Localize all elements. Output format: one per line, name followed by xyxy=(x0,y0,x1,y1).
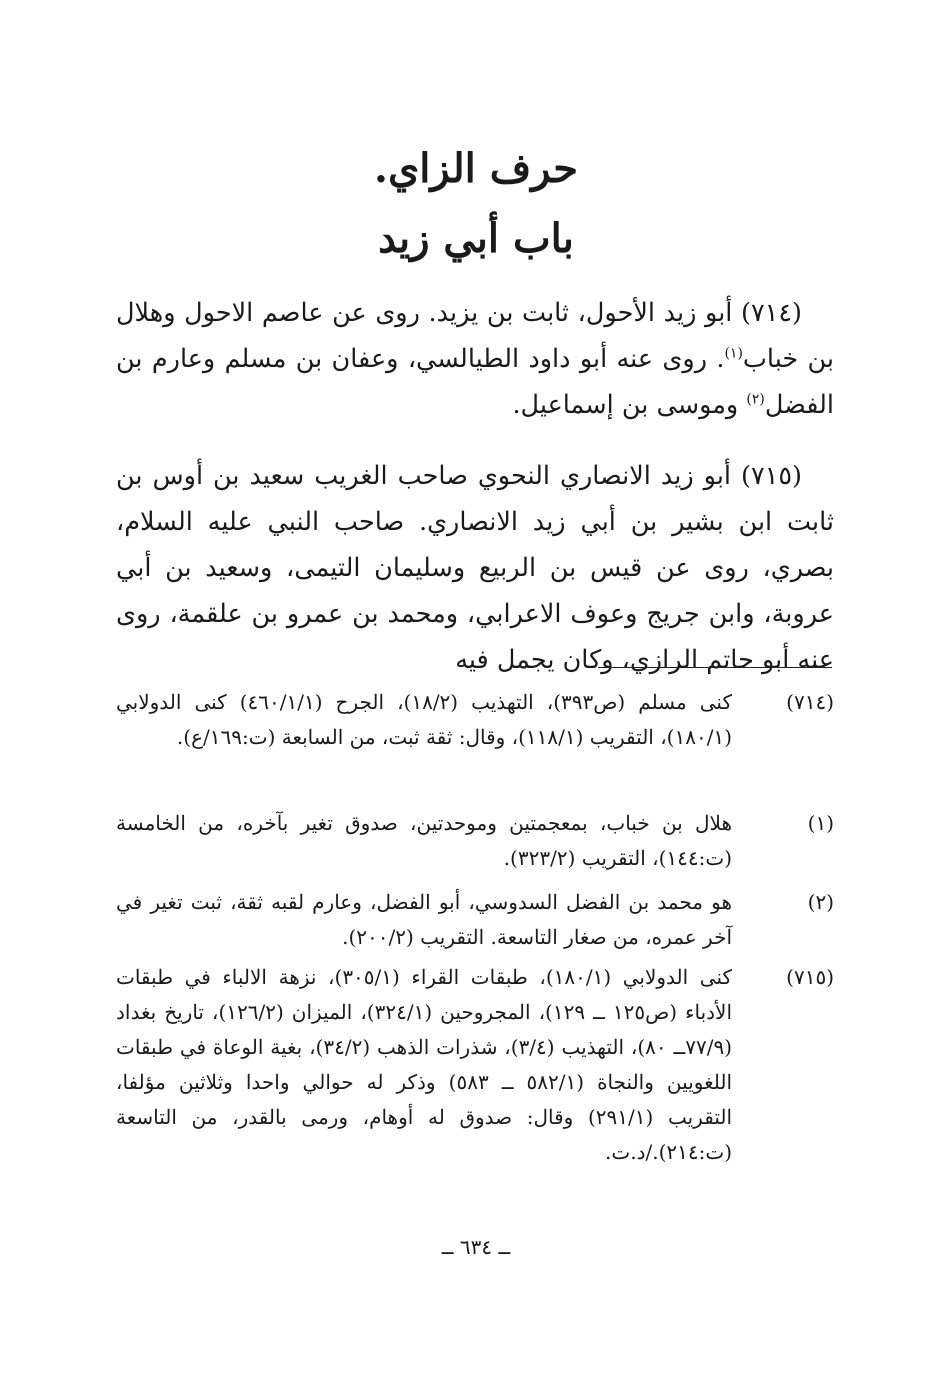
entry-715-text: (٧١٥) أبو زيد الانصاري النحوي صاحب الغريب سعيد بن أوس بن ثابت ابن بشير بن أبي زيد الانصاري. صاحب النبي عليه السلام، بصري، روى عن قيس بن الربيع وسليمان التيمى، وسعيد بن أبي عروبة، وابن جريج وعوف الاعرابي، ومحمد بن عمرو بن علقمة، روى عنه أبو حاتم الرازي، وكان يجمل فيه xyxy=(116,461,834,675)
entry-714 xyxy=(116,290,834,428)
footnote-number: (٢) xyxy=(807,890,834,914)
letter-heading: حرف الزاي. xyxy=(374,145,578,192)
footnote-number: (١) xyxy=(807,811,834,835)
entry-714-part1: (٧١٤) أبو زيد الأحول، ثابت بن يزيد. روى عن عاصم الاحول وهلال بن خباب xyxy=(116,298,834,374)
footnote-text: هو محمد بن الفضل السدوسي، أبو الفضل، وعارم لقبه ثقة، ثبت تغير في آخر عمره، من صغار التاسعة. التقريب (٢٠٠/٢). xyxy=(116,890,732,949)
page-number: ــ ٦٣٤ ــ xyxy=(441,1235,511,1259)
chapter-heading: باب أبي زيد xyxy=(378,215,574,262)
footnote-text: كنى مسلم (ص٣٩٣)، التهذيب (١٨/٢)، الجرح (٤٦٠/١/١) كنى الدولابي (١٨٠/١)، التقريب (١١٨/١)، وقال: ثقة ثبت، من السابعة (ت:١٦٩/ع). xyxy=(116,690,732,749)
footnote-ref-1: (١) xyxy=(724,345,743,362)
entry-715 xyxy=(116,453,834,683)
footnote-number: (٧١٤) xyxy=(786,690,834,714)
footnote-separator xyxy=(598,667,832,668)
entry-714-part2: . روى عنه أبو داود الطيالسي، وعفان بن مسلم وعارم بن الفضل xyxy=(116,344,834,420)
entry-714-text xyxy=(116,290,834,428)
footnote-ref-2: (٢) xyxy=(746,391,765,408)
footnote-text: هلال بن خباب، بمعجمتين وموحدتين، صدوق تغير بآخره، من الخامسة (ت:١٤٤)، التقريب (٣٢٣/٢). xyxy=(116,811,732,870)
entry-714-part3: وموسى بن إسماعيل. xyxy=(512,390,747,420)
footnote-number: (٧١٥) xyxy=(786,965,834,989)
footnote-text: كنى الدولابي (١٨٠/١)، طبقات القراء (٣٠٥/١)، نزهة الالباء في طبقات الأدباء (ص١٢٥ ــ ١٢٩)، المجروحين (٣٢٤/١)، الميزان (١٢٦/٢)، تاريخ بغداد (٧٧/٩ــ ٨٠)، التهذيب (٣/٤)، شذرات الذهب (٣٤/٢)، بغية الوعاة في طبقات اللغويين والنجاة (٥٨٢/١ ــ ٥٨٣) وذكر له حوالي واحدا وثلاثين مؤلفا، التقريب (٢٩١/١) وقال: صدوق له أوهام، ورمى بالقدر، من التاسعة (ت:٢١٤)./د.ت. xyxy=(116,965,733,1164)
